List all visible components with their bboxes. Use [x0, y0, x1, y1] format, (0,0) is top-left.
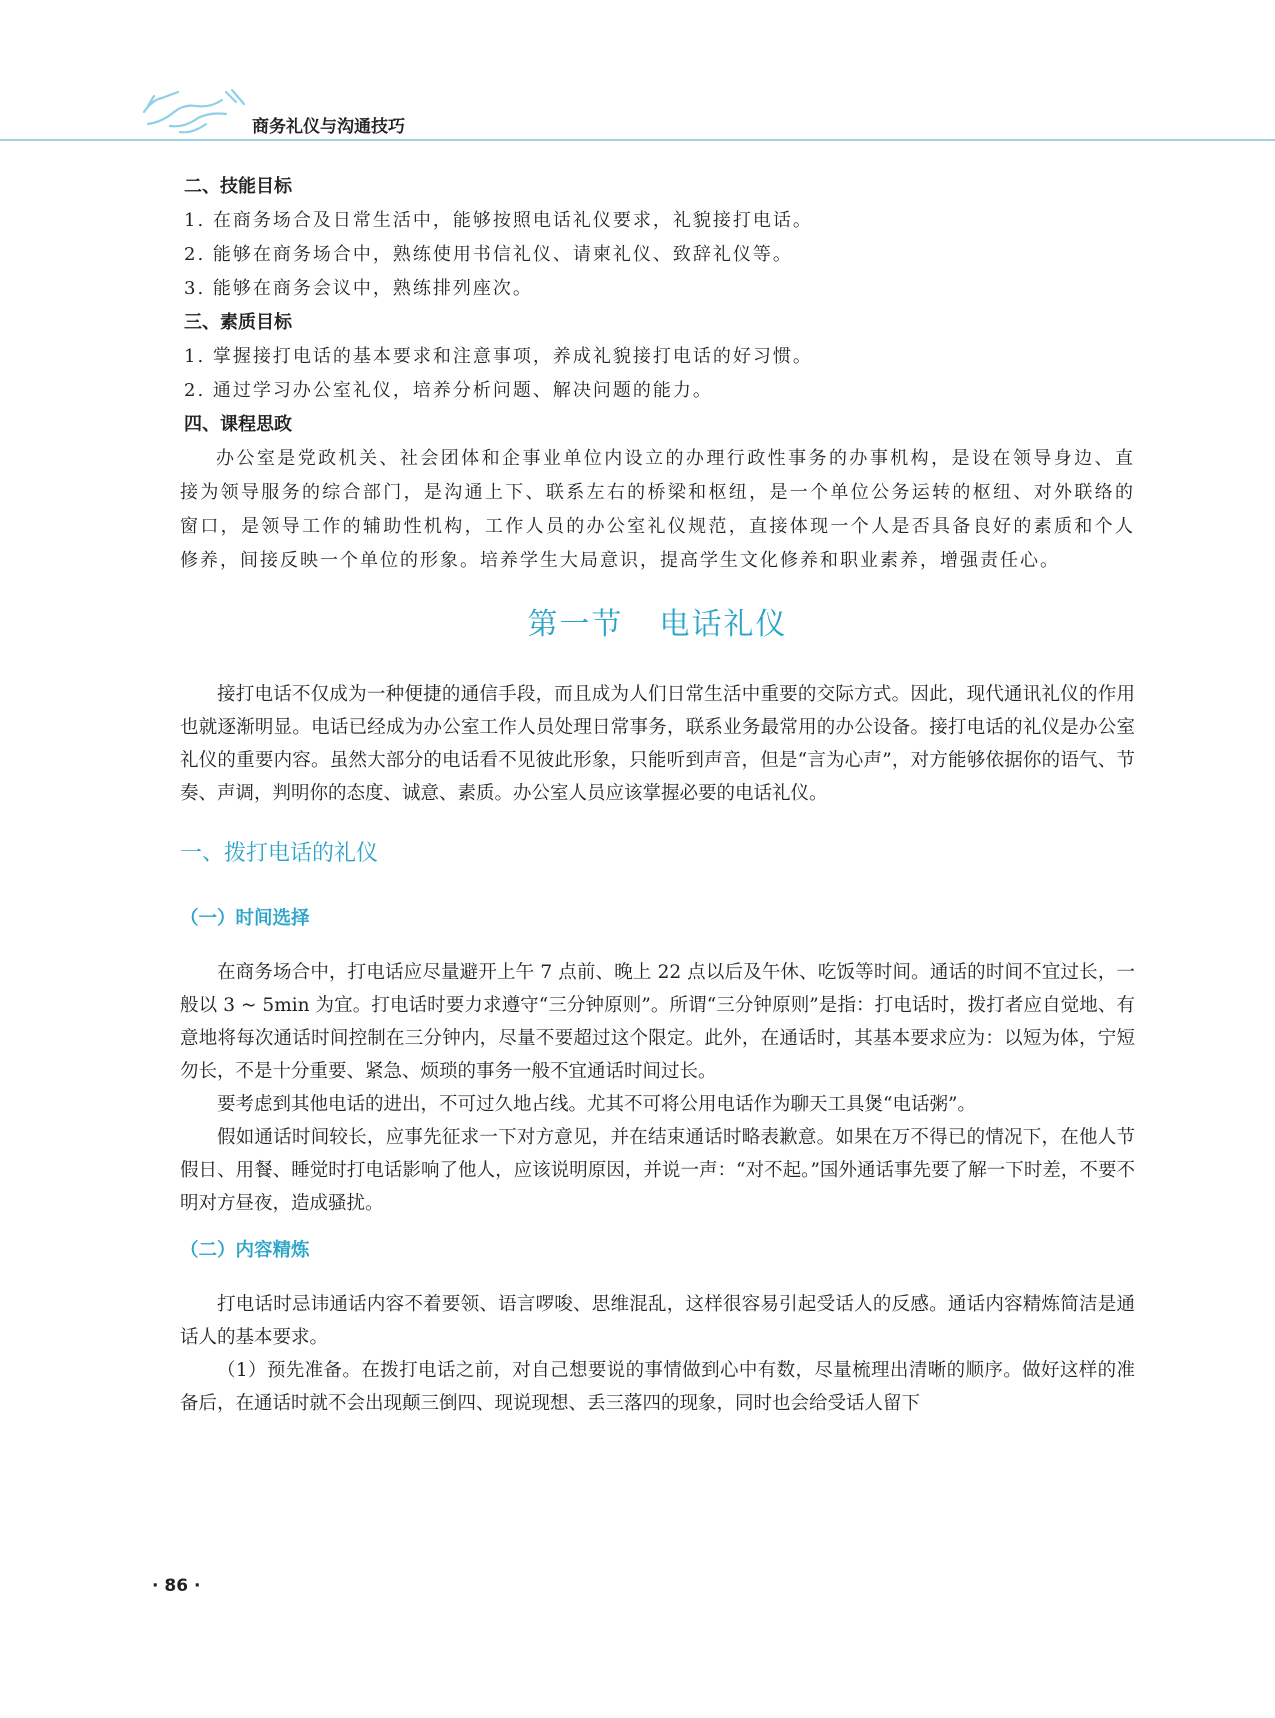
header-title: 商务礼仪与沟通技巧: [252, 117, 405, 137]
time-heading: （一）时间选择: [180, 908, 310, 929]
paragraph: 打电话时忌讳通话内容不着要领、语言啰唆、思维混乱，这样很容易引起受话人的反感。通话内容精炼简洁是通话人的基本要求。: [180, 1294, 1135, 1348]
skills-heading: 二、技能目标: [184, 176, 292, 197]
paragraph: 在商务场合中，打电话应尽量避开上午 7 点前、晚上 22 点以后及午休、吃饭等时间。通话的时间不宜过长，一般以 3 ~ 5min 为宜。打电话时要力求遵守“三分钟原则”。所谓“三分钟原则”是指：打电话时，拨打者应自觉地、有意地将每次通话时间控制在三分钟内，尽量不要超过这个限定。此外，在通话时，其基本要求应为：以短为体，宁短勿长，不是十分重要、紧急、烦琐的事务一般不宜通话时间过长。: [180, 962, 1135, 1082]
section-name: 电话礼仪: [659, 607, 788, 642]
section-intro: 接打电话不仅成为一种便捷的通信手段，而且成为人们日常生活中重要的交际方式。因此，现代通讯礼仪的作用也就逐渐明显。电话已经成为办公室工作人员处理日常事务，联系业务最常用的办公设备。接打电话的礼仪是办公室礼仪的重要内容。虽然大部分的电话看不见彼此形象，只能听到声音，但是“言为心声”，对方能够依据你的语气、节奏、声调，判明你的态度、诚意、素质。办公室人员应该掌握必要的电话礼仪。: [180, 684, 1135, 804]
list-item: 2. 能够在商务场合中，熟练使用书信礼仪、请柬礼仪、致辞礼仪等。: [184, 244, 793, 265]
list-item: 1. 在商务场合及日常生活中，能够按照电话礼仪要求，礼貌接打电话。: [184, 210, 813, 231]
section-title: [180, 600, 1135, 650]
list-item: 1. 掌握接打电话的基本要求和注意事项，养成礼貌接打电话的好习惯。: [184, 346, 813, 367]
handshake-icon: [140, 82, 250, 142]
paragraph: 要考虑到其他电话的进出，不可过久地占线。尤其不可将公用电话作为聊天工具煲“电话粥”。: [217, 1094, 976, 1115]
paragraph: （1）预先准备。在拨打电话之前，对自己想要说的事情做到心中有数，尽量梳理出清晰的顺序。做好这样的准备后，在通话时就不会出现颠三倒四、现说现想、丢三落四的现象，同时也会给受话人留下: [180, 1360, 1135, 1414]
quality-heading: 三、素质目标: [184, 312, 292, 333]
subsection-title: 一、拨打电话的礼仪: [180, 841, 379, 866]
paragraph: 假如通话时间较长，应事先征求一下对方意见，并在结束通话时略表歉意。如果在万不得已的情况下，在他人节假日、用餐、睡觉时打电话影响了他人，应该说明原因，并说一声：“对不起。”国外通话事先要了解一下时差，不要不明对方昼夜，造成骚扰。: [180, 1127, 1135, 1214]
list-item: 2. 通过学习办公室礼仪，培养分析问题、解决问题的能力。: [184, 380, 713, 401]
content-heading: （二）内容精炼: [180, 1240, 310, 1261]
section-number: 第一节: [527, 607, 624, 642]
ideology-heading: 四、课程思政: [184, 414, 292, 435]
header-divider: [0, 139, 1275, 141]
ideology-paragraph: 办公室是党政机关、社会团体和企事业单位内设立的办理行政性事务的办事机构，是设在领导身边、直接为领导服务的综合部门，是沟通上下、联系左右的桥梁和枢纽，是一个单位公务运转的枢纽、对外联络的窗口，是领导工作的辅助性机构，工作人员的办公室礼仪规范，直接体现一个人是否具备良好的素质和个人修养，间接反映一个单位的形象。培养学生大局意识，提高学生文化修养和职业素养，增强责任心。: [180, 448, 1135, 571]
page-content: [180, 170, 1135, 1420]
page-number: · 86 ·: [152, 1576, 201, 1596]
list-item: 3. 能够在商务会议中，熟练排列座次。: [184, 278, 533, 299]
